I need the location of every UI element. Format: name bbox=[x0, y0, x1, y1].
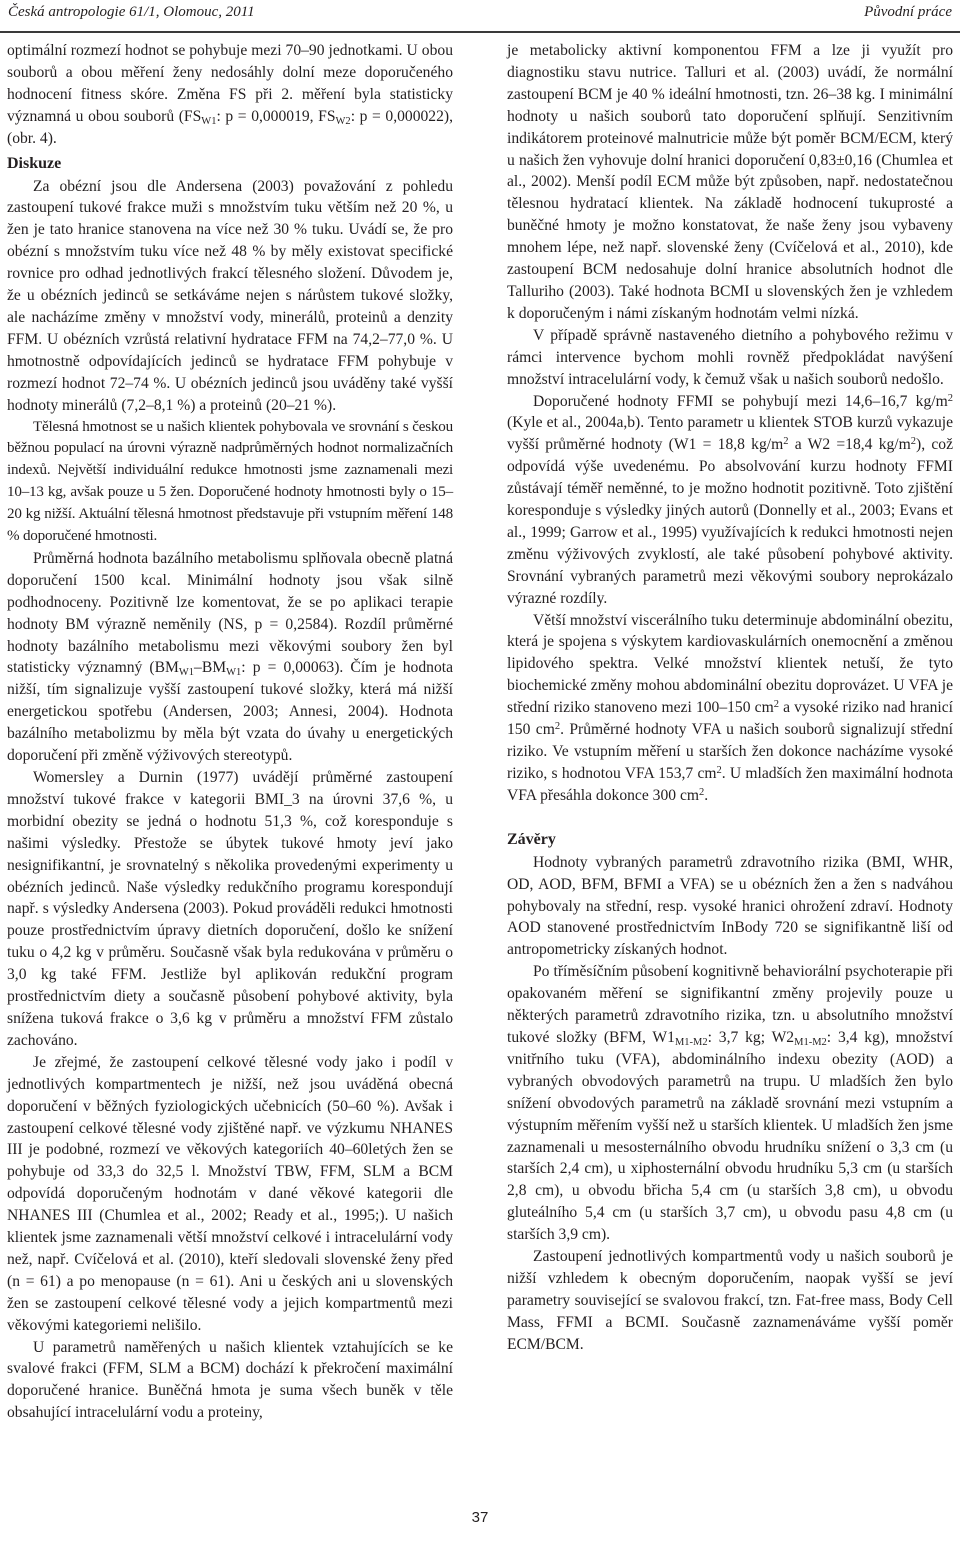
discussion-paragraph-3: Průměrná hodnota bazálního metabolismu splňovala obecně platná doporučení 1500 kcal. Minimální hodnoty jsou však silně podhodnoceny. Pozitivně lze komentovat, že se po aplikaci terapie hodnoty BM výrazně neměnily (NS, p = 0,2584). Rozdíl průměrné hodnoty bazálního metabolismu mezi věkovými soubory žen byl statisticky významný ($BM_{W1}-BM_{W1}$: p = 0,00063). Čím je hodnota nižší, tím signalizuje vyšší zastoupení tukové složky, která má nižší energetickou spotřebu (Andersen, 2003; Annesi, 2004). Hodnota bazálního metabolizmu by měla být vzata do úvahy u energetických doporučení při změně výživových stereotypů. bbox=[7, 549, 453, 765]
heading-zavery: Závěry bbox=[507, 830, 556, 848]
right-column bbox=[507, 40, 953, 1356]
discussion-paragraph-8: V případě správně nastaveného dietního a pohybového režimu v rámci intervence bychom mohli rovněž předpokládat navýšení množství intracelulární vody, k čemuž však u našich souborů nedošlo. bbox=[507, 326, 953, 388]
conclusion-paragraph-2: Po tříměsíčním působení kognitivně behaviorální psychoterapie při opakovaném měření se signifikantní změny projevily pouze u některých parametrů zdravotního rizika, tzn. u absolutního množství tukové složky (BFM, $W1_{M1-M2}$: 3,7 kg; $W2_{M1-M2}$: 3,4 kg), množství vnitřního tuku (VFA), abdominálního indexu obezity (AOD) a vybraných obvodových parametrů na trupu. U mladších žen bylo snížení obvodových parametrů na základě srovnání mezi vstupním a výstupním měřením vyšší než u starších klientek. U mladších žen jsme zaznamenali u mesosternálního obvodu hrudníku snížení o 3,3 cm (u starších 2,4 cm), u xiphosternální obvodu hrudníku 5,3 cm (u starších 2,8 cm), u obvodu břicha 5,4 cm (u starších 3,8 cm), u obvodu gluteálního 5,4 cm (u starších 3,7 cm), u obvodu pasu 4,8 cm (u starších 3,9 cm). bbox=[507, 963, 953, 1244]
heading-diskuze: Diskuze bbox=[7, 154, 62, 172]
conclusion-paragraph-1: Hodnoty vybraných parametrů zdravotního rizika (BMI, WHR, OD, AOD, BFM, BFMI a VFA) se u obézních žen a žen s nadváhou pohybovaly na střední, resp. vysoké hranici ohrožení zdraví. Hodnoty AOD stanovené prostřednictvím InBody 720 se signifikantně liší od antropometricky získaných hodnot. bbox=[507, 853, 953, 959]
conclusion-paragraph-3: Zastoupení jednotlivých kompartmentů vody u našich souborů je nižší vzhledem k obecným doporučením, naopak vyšší se jeví parametry související se svalovou frakcí, tzn. Fat-free mass, Body Cell Mass, FFMI a BCMI. Současně zaznamenáváme vyšší poměr ECM/BCM. bbox=[507, 1248, 953, 1353]
discussion-paragraph-10: Větší množství viscerálního tuku determinuje abdominální obezitu, která je spojena s výskytem kardiovaskulárních onemocnění a změnou lipidového spektra. Velké množství klientek netuší, že tyto biochemické změny mohou abdominální obezitu doprovázet. U VFA je střední riziko stanoveno mezi 100–150 $cm^2$ a vysoké riziko nad hranicí 150 $cm^2$. Průměrné hodnoty VFA u našich souborů signalizují střední riziko. Ve vstupním měření u starších žen dokonce nacházíme vysoké riziko, s hodnotou VFA 153,7 $cm^2$. U mladších žen maximální hodnota VFA přesáhla dokonce 300 $cm^2$. bbox=[507, 611, 953, 804]
header-rule bbox=[0, 31, 960, 33]
discussion-paragraph-6: U parametrů naměřených u našich klientek vztahujících se ke svalové frakci (FFM, SLM a BCM) dochází k překročení maximální doporučené hranice. Buněčná hmota je suma všech buněk v těle obsahující intracelulární vodu a proteiny, bbox=[7, 1338, 453, 1422]
page-number: 37 bbox=[471, 1509, 489, 1526]
discussion-paragraph-5: Je zřejmé, že zastoupení celkové tělesné vody jako i podíl v jednotlivých kompartmentech je nižší, než jsou uváděná obecná doporučení v běžných fyziologických učebnicích (50–60 %). Avšak i zastoupení celkové tělesné vody zjištěné např. ve výzkumu NHANES III je podobné, rozmezí ve věkových kategoriích 40–60letých žen se pohybuje od 33,3 do 32,5 l. Množství TBW, FFM, SLM a BCM odpovídá doporučeným hodnotám v dané věkové kategorii dle NHANES III (Chumlea et al., 2002; Ready et al., 1995;). U našich klientek jsme zaznamenali větší množství celkové i intracelulární vody než, např. Cvíčelová et al. (2010), kteří sledovali slovenské ženy před (n = 61) a po menopause (n = 61). Ani u českých ani u slovenských žen se zastoupení celkové tělesné vody a jejich kompartmentů mezi věkovými kategoriemi nelišilo. bbox=[7, 1053, 453, 1334]
running-head bbox=[8, 4, 952, 28]
discussion-paragraph-4: Womersley a Durnin (1977) uvádějí průměrné zastoupení množství tukové frakce v kategorii BMI_3 na úrovni 37,6 %, u morbidní obezity se jedná o hodnotu 51,3 %, což koresponduje s našimi výsledky. Přestože se úbytek tukové hmoty jeví jako nesignifikantní, je srovnatelný s několika provedenými experimenty u obézních jedinců. Naše výsledky redukčního programu korespondují např. s výsledky Andersena (2003). Pokud prováděli redukci hmotnosti pouze prostřednictvím úpravy dietních doporučení, došlo ke snížení tuku o 4,2 kg v průměru. Současně však byla redukována v průměru o 3,0 kg také FFM. Jestliže byl aplikován redukční program prostřednictvím diety a současně působení pohybové aktivity, byla snížena tuková frakce o 3,6 kg v průměru a množství FFM zůstalo zachováno. bbox=[7, 769, 453, 1049]
discussion-paragraph-7: je metabolicky aktivní komponentou FFM a lze ji využít pro diagnostiku stavu nutrice. Talluri et al. (2003) uvádí, že normální zastoupení BCM je 40 % ideální hmotnosti, tzn. 26–38 kg. I minimální hodnoty u našich souborů tato doporučení splňují. Senzitivním indikátorem proteinové malnutricie může být poměr BCM/ECM, který u našich žen vyhovuje dolní hranici doporučení 0,83±0,16 (Chumlea et al., 2002). Menší podíl ECM může být způsoben, např. nedostatečnou tělesnou hydratací klientek. Na základě hodnocení tukuprosté a buněčné hmoty je možno konstatovat, že naše ženy jsou vybaveny mnohem lépe, než např. slovenské ženy (Cvíčelová et al., 2010), kde zastoupení BCM nedosahuje dolní hranice absolutních hodnot dle Talluriho (2003). Také hodnota BCMI u slovenských žen je vzhledem k doporučeným i námi získaným hodnotám velmi nízká. bbox=[507, 42, 953, 322]
left-column bbox=[7, 40, 453, 1424]
discussion-paragraph-2: Tělesná hmotnost se u našich klientek pohybovala ve srovnání s českou běžnou populací na úrovni výrazně nadprůměrných hodnot normalizačních indexů. Největší individuální redukce hmotnosti jsme zaznamenali mezi 10–13 kg, avšak pouze u 5 žen. Doporučené hodnoty hmotnosti byly o 15–20 kg nižší. Aktuální tělesná hmotnost představuje při vstupním měření 148 % doporučené hmotnosti. bbox=[7, 418, 453, 545]
journal-title: Česká antropologie 61/1, Olomouc, 2011 bbox=[8, 4, 255, 20]
discussion-paragraph-1: Za obézní jsou dle Andersena (2003) považování z pohledu zastoupení tukové frakce muži s množstvím tuku větším než 20 %, u žen je tato hranice stanovena na více než 30 % tuku. Uvádí se, že pro obézní s množstvím tuku více než 48 % by měly existovat specifické rovnice pro odhad jednotlivých frakcí tělesného složení. Důvodem je, že u obézních jedinců se setkáváme nejen s nárůstem tukové složky, ale nacházíme změny v množství vody, minerálů, proteinů a denzity FFM. U obézních vzrůstá relativní hydratace FFM na 74,2–77,0 %. U hmotnostně odpovídajících jedinců se hydratace FFM pohybuje v rozmezí hodnot 72–74 %. U obézních jedinců jsou uváděny také vyšší hodnoty minerálů (7,2–8,1 %) a proteinů (20–21 %). bbox=[7, 177, 453, 414]
intro-paragraph: optimální rozmezí hodnot se pohybuje mezi 70–90 jednotkami. U obou souborů a obou měření ženy nedosáhly dolní meze doporučeného hodnocení fitness skóre. Změna FS při 2. měření byla statisticky významná u obou souborů ($FS_{W1}$: p = 0,000019, $FS_{W2}$: p = 0,000022), (obr. 4). bbox=[7, 42, 453, 147]
section-label: Původní práce bbox=[864, 4, 952, 20]
discussion-paragraph-9: Doporučené hodnoty FFMI se pohybují mezi 14,6–16,7 $kg/m^2$ (Kyle et al., 2004a,b). Tento parametr u klientek STOB kurzů vykazuje vyšší průměrné hodnoty (W1 = 18,8 $kg/m^2$ a W2 =18,4 $kg/m^2$), což odpovídá výše uvedenému. Po absolvování kurzu hodnoty FFMI zůstávají téměř neměnné, to je možno hodnotit pozitivně. Toto zjištění koresponduje s výsledky jiných autorů (Donnelly et al., 2003; Evans et al., 1999; Garrow et al., 1995) využívajících k redukci hmotnosti nejen změnu výživových zvyklostí, ale také působení pohybové aktivity. Srovnání vybraných parametrů mezi věkovými soubory neprokázalo výrazné rozdíly. bbox=[507, 392, 953, 607]
